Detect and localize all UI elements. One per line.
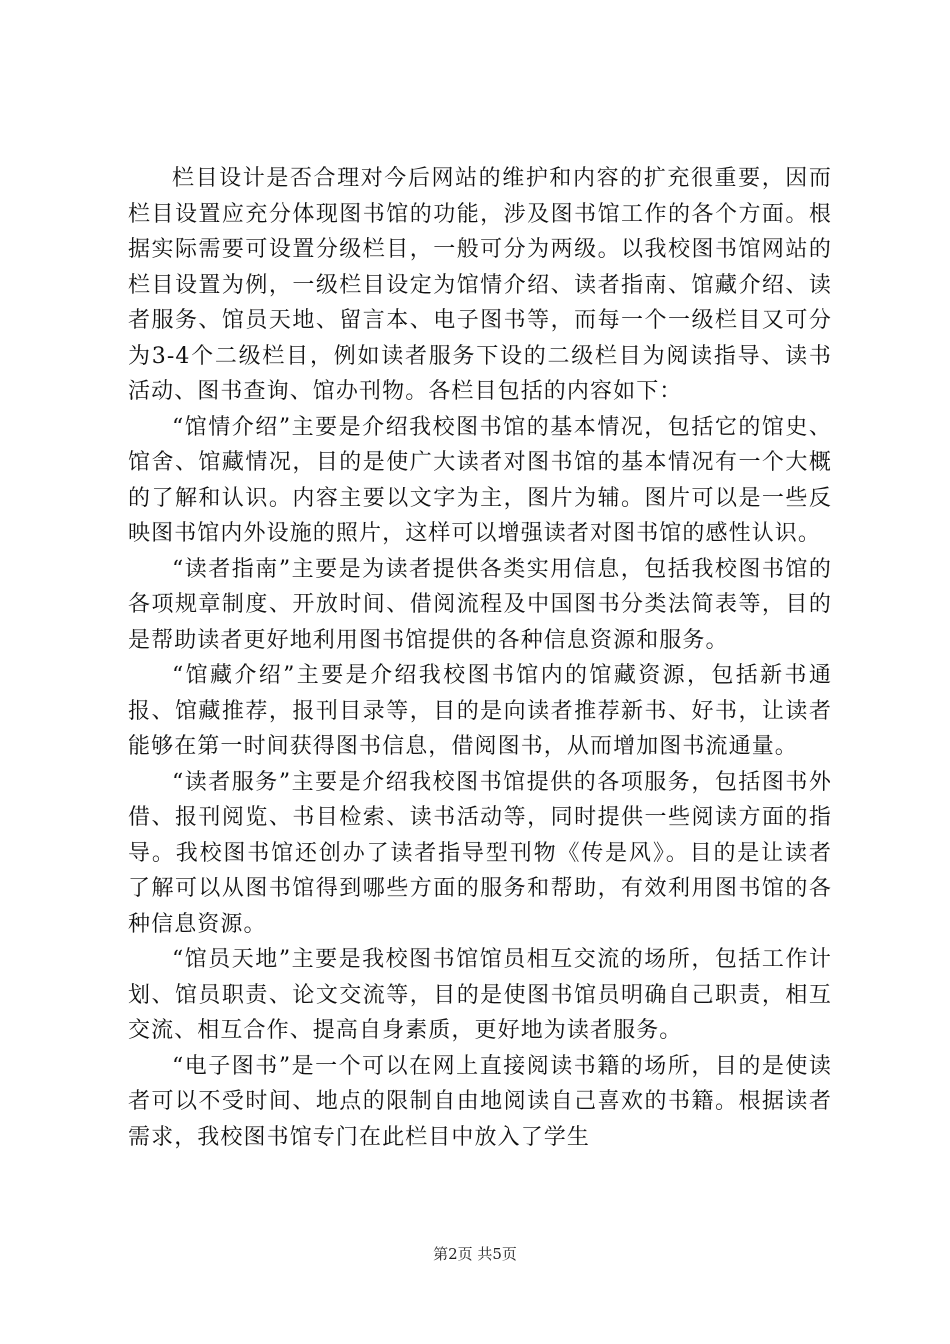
paragraph-staff-corner: “馆员天地”主要是我校图书馆馆员相互交流的场所，包括工作计划、馆员职责、论文交流等，目的是使图书馆员明确自己职责，相互交流、相互合作、提高自身素质，更好地为读者服务。 (128, 947, 832, 1043)
paragraph-intro: 栏目设计是否合理对今后网站的维护和内容的扩充很重要，因而栏目设置应充分体现图书馆的功能，涉及图书馆工作的各个方面。根据实际需要可设置分级栏目，一般可分为两级。以我校图书馆网站的栏目设置为例，一级栏目设定为馆情介绍、读者指南、馆藏介绍、读者服务、馆员天地、留言本、电子图书等，而每一个一级栏目又可分为3-4个二级栏目，例如读者服务下设的二级栏目为阅读指导、读书活动、图书查询、馆办刊物。各栏目包括的内容如下： (128, 166, 832, 404)
page-number-footer: 第2页 共5页 (433, 1245, 517, 1263)
paragraph-library-intro: “馆情介绍”主要是介绍我校图书馆的基本情况，包括它的馆史、馆舍、馆藏情况，目的是使广大读者对图书馆的基本情况有一个大概的了解和认识。内容主要以文字为主，图片为辅。图片可以是一些反映图书馆内外设施的照片，这样可以增强读者对图书馆的感性认识。 (128, 414, 832, 546)
body-text (128, 161, 832, 1155)
paragraph-collection-intro: “馆藏介绍”主要是介绍我校图书馆内的馆藏资源，包括新书通报、馆藏推荐，报刊目录等，目的是向读者推荐新书、好书，让读者能够在第一时间获得图书信息，借阅图书，从而增加图书流通量。 (128, 663, 832, 759)
paragraph-ebooks: “电子图书”是一个可以在网上直接阅读书籍的场所，目的是使读者可以不受时间、地点的限制自由地阅读自己喜欢的书籍。根据读者需求，我校图书馆专门在此栏目中放入了学生 (128, 1053, 832, 1150)
paragraph-reader-services: “读者服务”主要是介绍我校图书馆提供的各项服务，包括图书外借、报刊阅览、书目检索、读书活动等，同时提供一些阅读方面的指导。我校图书馆还创办了读者指导型刊物《传是风》。目的是让读者了解可以从图书馆得到哪些方面的服务和帮助，有效利用图书馆的各种信息资源。 (128, 769, 832, 937)
paragraph-reader-guide: “读者指南”主要是为读者提供各类实用信息，包括我校图书馆的各项规章制度、开放时间、借阅流程及中国图书分类法简表等，目的是帮助读者更好地利用图书馆提供的各种信息资源和服务。 (128, 556, 832, 653)
